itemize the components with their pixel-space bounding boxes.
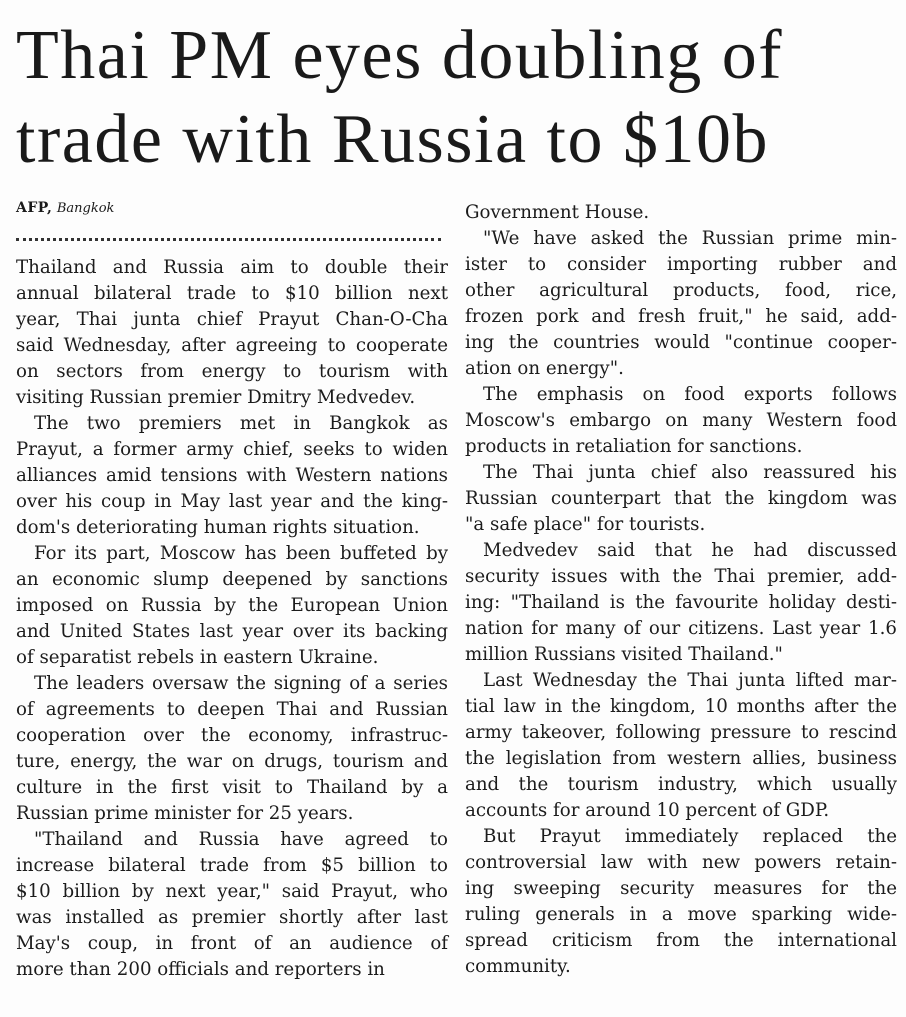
article-line: imposed on Russia by the European Union [16, 595, 448, 616]
headline [16, 14, 896, 182]
byline [16, 198, 436, 219]
article-line: visiting Russian premier Dmitry Medvedev. [16, 387, 416, 408]
dotted-divider [16, 238, 441, 241]
article-line: an economic slump deepened by sanctions [16, 569, 448, 590]
article-line: Last Wednesday the Thai junta lifted mar- [483, 670, 897, 691]
byline-agency: AFP, [16, 200, 53, 216]
article-line: Medvedev said that he had discussed [483, 540, 897, 561]
article-line: frozen pork and fresh fruit," he said, add- [465, 306, 897, 327]
article-line: was installed as premier shortly after last [16, 907, 448, 928]
article-line: culture in the first visit to Thailand by a [16, 777, 448, 798]
article-line: For its part, Moscow has been buffeted by [34, 543, 448, 564]
article-line: ture, energy, the war on drugs, tourism and [16, 751, 448, 772]
article-line: "We have asked the Russian prime min- [483, 228, 897, 249]
article-line: Thailand and Russia aim to double their [16, 257, 448, 278]
article-line: Prayut, a former army chief, seeks to widen [16, 439, 448, 460]
article-line: accounts for around 10 percent of GDP. [465, 800, 830, 821]
headline-line-1: Thai PM eyes doubling of [16, 17, 784, 94]
article-line: ister to consider importing rubber and [465, 254, 897, 275]
article-line: other agricultural products, food, rice, [465, 280, 897, 301]
article-line: over his coup in May last year and the king- [16, 491, 448, 512]
article-line: on sectors from energy to tourism with [16, 361, 448, 382]
article-line: $10 billion by next year," said Prayut, who [16, 881, 448, 902]
article-line: But Prayut immediately replaced the [483, 826, 897, 847]
article-line: ation on energy". [465, 358, 624, 379]
article-line: alliances amid tensions with Western nations [16, 465, 448, 486]
article-line: year, Thai junta chief Prayut Chan-O-Cha [16, 309, 448, 330]
article-line: spread criticism from the international [465, 930, 897, 951]
article-line: annual bilateral trade to $10 billion next [16, 283, 448, 304]
article-line: Moscow's embargo on many Western food [465, 410, 897, 431]
article-line: Russian counterpart that the kingdom was [465, 488, 897, 509]
article-line: community. [465, 956, 571, 977]
article-line: nation for many of our citizens. Last year 1.6 [465, 618, 897, 639]
article-line: The Thai junta chief also reassured his [483, 462, 897, 483]
article-line: controversial law with new powers retain- [465, 852, 897, 873]
article-line: The two premiers met in Bangkok as [34, 413, 448, 434]
article-line: the legislation from western allies, business [465, 748, 897, 769]
article-line: ruling generals in a move sparking wide- [465, 904, 897, 925]
article-line: of separatist rebels in eastern Ukraine. [16, 647, 379, 668]
article-line: said Wednesday, after agreeing to cooperate [16, 335, 448, 356]
article-line: tial law in the kingdom, 10 months after the [465, 696, 897, 717]
article-line: The leaders oversaw the signing of a series [34, 673, 448, 694]
article-line: security issues with the Thai premier, add- [465, 566, 897, 587]
article-line: of agreements to deepen Thai and Russian [16, 699, 448, 720]
article-line: ing sweeping security measures for the [465, 878, 897, 899]
article-line: cooperation over the economy, infrastruc- [16, 725, 448, 746]
article-line: more than 200 officials and reporters in [16, 959, 385, 980]
article-line: army takeover, following pressure to rescind [465, 722, 897, 743]
article-line: The emphasis on food exports follows [483, 384, 897, 405]
article-line: ing the countries would "continue cooper- [465, 332, 897, 353]
headline-line-2: trade with Russia to $10b [16, 101, 769, 178]
article-line: ing: "Thailand is the favourite holiday desti- [465, 592, 897, 613]
article-line: "a safe place" for tourists. [465, 514, 706, 535]
article-line: "Thailand and Russia have agreed to [34, 829, 448, 850]
article-line: increase bilateral trade from $5 billion to [16, 855, 448, 876]
article-line: Russian prime minister for 25 years. [16, 803, 354, 824]
byline-place: Bangkok [56, 201, 115, 216]
article-line: dom's deteriorating human rights situation. [16, 517, 420, 538]
article-line: products in retaliation for sanctions. [465, 436, 803, 457]
article-line: and the tourism industry, which usually [465, 774, 897, 795]
article-line: Government House. [465, 202, 650, 223]
article-line: million Russians visited Thailand." [465, 644, 783, 665]
article-line: May's coup, in front of an audience of [16, 933, 448, 954]
article-line: and United States last year over its backing [16, 621, 448, 642]
